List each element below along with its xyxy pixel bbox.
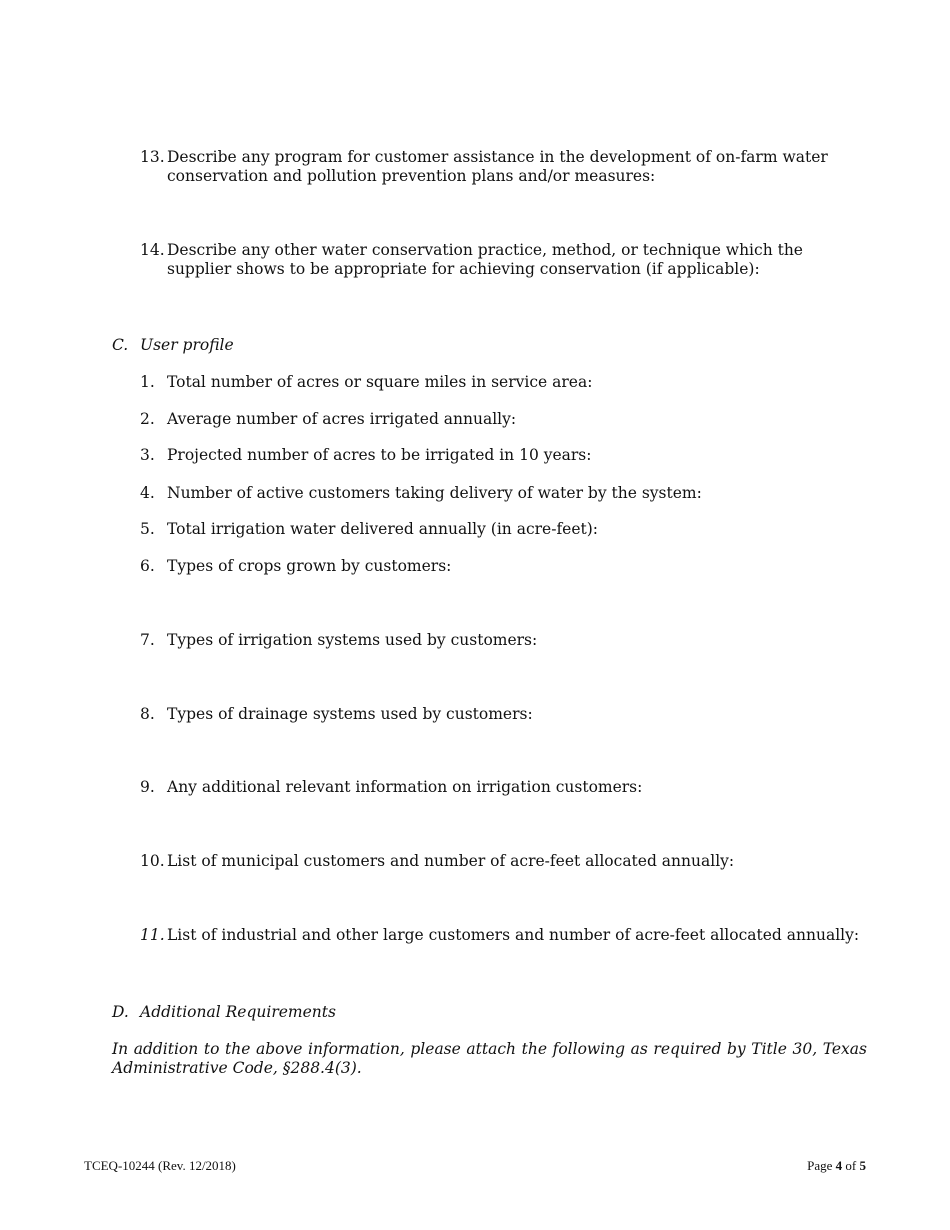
- item-text: Projected number of acres to be irrigated in 10 years:: [167, 446, 592, 464]
- page-indicator: [807, 1158, 866, 1174]
- item-text: Number of active customers taking delivery of water by the system:: [167, 484, 702, 502]
- item-number: 5.: [140, 520, 155, 538]
- page-of: of: [845, 1158, 857, 1173]
- item-number: 6.: [140, 557, 155, 575]
- item-number: 3.: [140, 446, 155, 464]
- item-number: 2.: [140, 410, 155, 428]
- item-text: List of municipal customers and number of acre-feet allocated annually:: [167, 852, 735, 870]
- item-number: 4.: [140, 484, 155, 502]
- item-text: Any additional relevant information on irrigation customers:: [167, 778, 643, 796]
- item-number: 14.: [140, 241, 165, 259]
- item-text: Total irrigation water delivered annually (in acre-feet):: [167, 520, 599, 538]
- form-id: TCEQ-10244 (Rev. 12/2018): [84, 1158, 236, 1173]
- item-text: Average number of acres irrigated annually:: [167, 410, 517, 428]
- item-text: Total number of acres or square miles in service area:: [167, 373, 593, 391]
- item-number: 11.: [140, 926, 165, 944]
- page-total: 5: [859, 1158, 866, 1173]
- item-text: List of industrial and other large customers and number of acre-feet allocated annually:: [167, 926, 860, 944]
- item-text: Types of drainage systems used by customers:: [167, 705, 533, 723]
- page-word: Page: [807, 1158, 833, 1173]
- item-number: 9.: [140, 778, 155, 796]
- page-current: 4: [835, 1158, 843, 1173]
- section-title: Additional Requirements: [140, 1003, 336, 1021]
- item-number: 1.: [140, 373, 155, 391]
- item-text: Describe any other water conservation practice, method, or technique which the supplier shows to be appropriate for achieving conservation (if applicable):: [167, 241, 803, 278]
- section-paragraph: In addition to the above information, please attach the following as required by Title 30, Texas Administrative Code, §288.4(3).: [112, 1040, 867, 1077]
- section-title: User profile: [140, 336, 234, 354]
- item-text: Types of irrigation systems used by customers:: [167, 631, 538, 649]
- section-letter: C.: [112, 336, 129, 354]
- item-number: 10.: [140, 852, 165, 870]
- item-text: Describe any program for customer assistance in the development of on-farm water conservation and pollution prevention plans and/or measures:: [167, 148, 828, 185]
- item-number: 13.: [140, 148, 165, 166]
- item-text: Types of crops grown by customers:: [167, 557, 452, 575]
- section-letter: D.: [112, 1003, 129, 1021]
- item-number: 8.: [140, 705, 155, 723]
- item-number: 7.: [140, 631, 155, 649]
